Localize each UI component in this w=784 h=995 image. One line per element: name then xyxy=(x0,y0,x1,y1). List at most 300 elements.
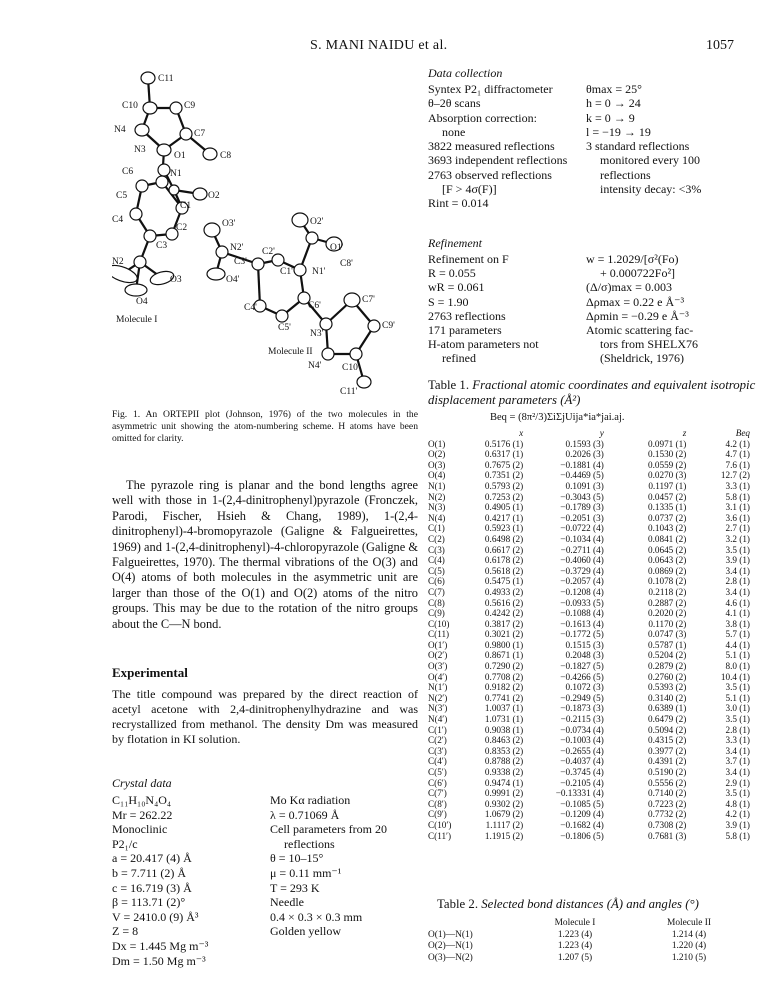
atom-cell: N(2′) xyxy=(428,692,448,703)
value-cell: 0.2879 (2) xyxy=(647,661,687,672)
dc-line: reflections xyxy=(600,167,651,182)
atom-cell: O(1′) xyxy=(428,639,448,650)
table-row xyxy=(428,820,750,831)
atom-label: C10 xyxy=(122,101,138,111)
atom-cell: C(5) xyxy=(428,565,445,576)
value-cell: 3.1 (1) xyxy=(725,502,750,513)
atom-label: C1' xyxy=(280,267,293,277)
rf-line: + 0.000722Fo²] xyxy=(600,266,676,281)
crystal-data-right xyxy=(270,793,420,939)
crystal-line: c = 16.719 (3) Å xyxy=(112,880,192,895)
atom-cell: C(5′) xyxy=(428,767,447,777)
rf-line: R = 0.055 xyxy=(428,266,476,281)
value-cell: 0.7140 (2) xyxy=(647,788,687,799)
value-cell: −0.1208 (4) xyxy=(560,586,604,597)
value-cell: 0.6479 (2) xyxy=(647,714,687,725)
table1-body xyxy=(428,439,750,842)
value-cell: 0.1593 (3) xyxy=(565,438,604,449)
atom-label: C9 xyxy=(184,101,196,111)
value-cell: 0.0971 (1) xyxy=(647,438,687,449)
value-cell: 0.0645 (2) xyxy=(647,544,687,555)
table-row xyxy=(428,735,750,746)
atom-cell: O(4) xyxy=(428,470,446,481)
atom-label: N1 xyxy=(170,169,182,179)
value-cell: 0.3140 (2) xyxy=(647,692,687,703)
value-cell: 0.9991 (2) xyxy=(484,788,524,799)
crystal-line: V = 2410.0 (9) Å³ xyxy=(112,909,199,924)
value-cell: 0.6317 (1) xyxy=(484,449,524,460)
table1 xyxy=(428,428,750,841)
value-cell: 0.2118 (2) xyxy=(648,586,687,597)
rf-line: refined xyxy=(442,351,476,366)
table2 xyxy=(428,918,748,964)
data-collection-left xyxy=(428,82,606,211)
atom-cell: C(7) xyxy=(428,586,445,597)
value-cell: −0.1209 (4) xyxy=(560,809,604,820)
atom-cell: N(2) xyxy=(428,491,446,502)
value-cell: 4.8 (1) xyxy=(725,798,750,809)
atom-label: C7 xyxy=(194,129,206,139)
value-cell: 0.1335 (1) xyxy=(647,502,687,513)
table-header: x xyxy=(519,428,524,438)
rf-line: 2763 reflections xyxy=(428,308,506,323)
value-cell: 0.0841 (2) xyxy=(647,533,687,544)
value-cell: −0.4060 (4) xyxy=(560,555,604,566)
crystal-line: b = 7.711 (2) Å xyxy=(112,865,186,880)
table1-caption xyxy=(428,378,758,408)
table-header: Molecule I xyxy=(554,918,596,928)
atom-label: N1' xyxy=(312,267,326,277)
crystal-line: μ = 0.11 mm⁻¹ xyxy=(270,865,342,880)
value-cell: 4.1 (1) xyxy=(725,608,750,619)
atom-label: O4' xyxy=(226,275,240,285)
value-cell: 0.5475 (1) xyxy=(484,576,524,587)
value-cell: 4.7 (1) xyxy=(725,449,750,460)
value-cell: −0.0933 (5) xyxy=(560,597,604,608)
value-cell: 0.9474 (1) xyxy=(484,777,524,788)
value-cell: 0.8671 (1) xyxy=(484,650,524,661)
atom-cell: O(4′) xyxy=(428,671,448,682)
value-cell: −0.0734 (4) xyxy=(560,724,604,735)
atom-cell: N(3) xyxy=(428,502,446,513)
value-cell: 0.9338 (2) xyxy=(484,767,524,777)
crystal-line: C₁₁H₁₀N₄O₄ xyxy=(112,793,172,807)
atom-label: C9' xyxy=(382,321,395,331)
atom-label: C4' xyxy=(244,303,257,313)
value-cell: 0.7741 (2) xyxy=(484,692,524,703)
value-cell: 0.5094 (2) xyxy=(647,724,687,735)
value-cell: 0.4242 (2) xyxy=(484,608,524,619)
table-row xyxy=(428,555,750,566)
atom-label: C2 xyxy=(176,223,188,233)
value-cell: 0.7308 (2) xyxy=(647,819,687,830)
table-header: Beq xyxy=(735,428,750,438)
value-cell: 0.5923 (1) xyxy=(484,523,524,534)
atom-label: C5 xyxy=(116,191,128,201)
value-cell: 0.7223 (2) xyxy=(647,798,687,809)
atom-label: O1' xyxy=(330,243,344,253)
value-cell: 1.220 (4) xyxy=(671,941,707,951)
crystal-line: a = 20.417 (4) Å xyxy=(112,851,192,866)
atom-cell: C(8) xyxy=(428,597,445,608)
atom-cell: C(2) xyxy=(428,533,445,544)
rf-line: 171 parameters xyxy=(428,323,502,338)
atom-cell: N(4) xyxy=(428,512,446,523)
atom-label: C4 xyxy=(112,215,124,225)
value-cell: 0.0869 (2) xyxy=(647,565,687,576)
crystal-line: Dm = 1.50 Mg m⁻³ xyxy=(112,953,206,968)
value-cell: 3.6 (1) xyxy=(725,512,750,523)
value-cell: −0.1827 (5) xyxy=(560,661,604,672)
value-cell: 0.7253 (2) xyxy=(484,491,524,502)
atom-label: C5' xyxy=(278,323,291,333)
dc-line: 3 standard reflections xyxy=(586,139,690,154)
atom-label: N3 xyxy=(134,145,146,155)
value-cell: 3.4 (1) xyxy=(725,565,750,576)
crystal-line: Needle xyxy=(270,895,304,910)
dc-line: Absorption correction: xyxy=(428,110,537,125)
table-row xyxy=(428,545,750,556)
atom-cell: C(4) xyxy=(428,555,445,566)
value-cell: 3.2 (1) xyxy=(725,533,750,544)
section-heading: Experimental xyxy=(112,665,188,680)
value-cell: 0.2760 (2) xyxy=(647,671,687,682)
table-header xyxy=(428,918,520,930)
atom-cell: C(9′) xyxy=(428,809,447,820)
value-cell: 0.0457 (2) xyxy=(647,491,687,502)
value-cell: −0.4469 (5) xyxy=(560,470,604,481)
atom-cell: N(1) xyxy=(428,480,446,491)
value-cell: 0.5616 (2) xyxy=(484,597,524,608)
value-cell: −0.1881 (4) xyxy=(560,459,604,470)
rf-line: tors from SHELX76 xyxy=(600,337,698,352)
value-cell: 0.5793 (2) xyxy=(484,480,524,491)
value-cell: 0.0270 (3) xyxy=(647,470,687,481)
atom-label: N4' xyxy=(308,361,322,371)
table-row xyxy=(428,930,748,942)
value-cell: −0.2949 (5) xyxy=(560,692,604,703)
value-cell: −0.0722 (4) xyxy=(560,523,604,534)
value-cell: 2.7 (1) xyxy=(725,523,750,534)
table-header: y xyxy=(599,428,604,438)
atom-cell: O(2) xyxy=(428,449,446,460)
value-cell: 0.0747 (3) xyxy=(647,629,687,640)
value-cell: 0.7732 (2) xyxy=(647,809,687,820)
value-cell: 4.4 (1) xyxy=(725,639,750,650)
atom-cell: O(3) xyxy=(428,459,446,470)
atom-label: C11 xyxy=(158,74,174,84)
atom-label: O1 xyxy=(174,151,186,161)
value-cell: 0.7681 (3) xyxy=(647,830,687,841)
value-cell: 0.5393 (2) xyxy=(647,682,687,693)
atom-label: O4 xyxy=(136,297,148,307)
value-cell: 5.8 (1) xyxy=(725,830,750,841)
value-cell: 0.4315 (2) xyxy=(647,735,687,746)
rf-line: wR = 0.061 xyxy=(428,280,485,295)
value-cell: 3.4 (1) xyxy=(725,767,750,777)
value-cell: 1.1915 (2) xyxy=(484,830,524,841)
value-cell: 0.6178 (2) xyxy=(484,555,524,566)
value-cell: −0.2655 (4) xyxy=(560,745,604,756)
table-header: Molecule II xyxy=(667,918,711,928)
atom-cell: N(1′) xyxy=(428,682,448,693)
value-cell: −0.1003 (4) xyxy=(560,735,604,746)
beq-formula: Beq = (8π²/3)ΣiΣjUija*ia*jai.aj. xyxy=(490,412,625,423)
value-cell: 0.4217 (1) xyxy=(484,512,524,523)
atom-label: O3 xyxy=(170,275,182,285)
table-row xyxy=(428,502,750,513)
value-cell: 0.4933 (2) xyxy=(484,586,524,597)
table-row xyxy=(428,941,748,953)
dc-line: none xyxy=(442,124,466,139)
crystal-data-heading: Crystal data xyxy=(112,776,172,790)
bond-cell: O(1)—N(1) xyxy=(428,929,473,940)
table-row xyxy=(428,587,750,598)
dc-line: θ–2θ scans xyxy=(428,96,481,111)
table-row xyxy=(428,513,750,524)
atom-label: C3' xyxy=(234,257,247,267)
table-header: z xyxy=(682,428,687,438)
atom-label: C7' xyxy=(362,295,375,305)
value-cell: 0.5190 (2) xyxy=(647,767,687,777)
value-cell: 0.2026 (3) xyxy=(565,449,604,460)
table-row xyxy=(428,767,750,778)
ortep-plot xyxy=(112,64,418,400)
bond-cell: O(2)—N(1) xyxy=(428,941,473,951)
atom-cell: C(4′) xyxy=(428,756,447,767)
dc-line: 3822 measured reflections xyxy=(428,139,555,154)
table1-title: Fractional atomic coordinates and equivalent isotropic displacement parameters (Å²) xyxy=(428,378,756,407)
table-row xyxy=(428,576,750,587)
value-cell: 0.1091 (3) xyxy=(565,480,604,491)
value-cell: 3.0 (1) xyxy=(725,703,750,714)
value-cell: 0.1170 (2) xyxy=(648,618,687,629)
value-cell: −0.1806 (5) xyxy=(560,830,604,841)
crystal-line: β = 113.71 (2)° xyxy=(112,895,186,910)
atom-label: C6' xyxy=(308,301,321,311)
atom-cell: C(10) xyxy=(428,618,450,629)
value-cell: 2.8 (1) xyxy=(725,724,750,735)
table-row xyxy=(428,788,750,799)
table-row xyxy=(428,682,750,693)
atom-label: N2 xyxy=(112,257,124,267)
atom-cell: O(3′) xyxy=(428,661,448,672)
value-cell: −0.1613 (4) xyxy=(560,618,604,629)
dc-line: Rint = 0.014 xyxy=(428,196,489,211)
rf-line: Refinement on F xyxy=(428,252,509,266)
atom-cell: C(11) xyxy=(428,629,450,640)
value-cell: 3.4 (1) xyxy=(725,745,750,756)
value-cell: 1.0731 (1) xyxy=(484,714,524,725)
atom-cell: O(1) xyxy=(428,438,446,449)
value-cell: −0.3729 (4) xyxy=(560,565,604,576)
ortep-figure xyxy=(112,64,418,400)
value-cell: 0.5204 (2) xyxy=(647,650,687,661)
value-cell: 0.1530 (2) xyxy=(647,449,687,460)
value-cell: 1.210 (5) xyxy=(671,952,707,963)
value-cell: −0.1789 (3) xyxy=(560,502,604,513)
table-row xyxy=(428,809,750,820)
crystal-line: λ = 0.71069 Å xyxy=(270,807,340,822)
atom-cell: C(9) xyxy=(428,608,445,619)
value-cell: 0.8353 (2) xyxy=(484,745,524,756)
value-cell: 10.4 (1) xyxy=(720,671,750,682)
value-cell: 0.0643 (2) xyxy=(647,555,687,566)
table-row xyxy=(428,650,750,661)
value-cell: 0.6389 (1) xyxy=(647,703,687,714)
rf-line: Δρmax = 0.22 e Å⁻³ xyxy=(586,294,685,309)
table-row xyxy=(428,714,750,725)
table-row xyxy=(428,831,750,842)
value-cell: 0.5176 (1) xyxy=(484,438,524,449)
value-cell: 3.4 (1) xyxy=(725,586,750,597)
atom-cell: N(3′) xyxy=(428,703,448,714)
atom-label: N3' xyxy=(310,329,324,339)
atom-label: C2' xyxy=(262,247,275,257)
value-cell: 0.2887 (2) xyxy=(647,597,687,608)
atom-label: N4 xyxy=(114,125,126,135)
value-cell: 0.7708 (2) xyxy=(484,671,524,682)
dc-line: 2763 observed reflections xyxy=(428,167,552,182)
crystal-line: Mr = 262.22 xyxy=(112,807,173,822)
value-cell: 0.3817 (2) xyxy=(484,618,524,629)
table-row xyxy=(428,629,750,640)
value-cell: −0.2105 (4) xyxy=(560,777,604,788)
value-cell: 3.9 (1) xyxy=(725,555,750,566)
value-cell: 0.9800 (1) xyxy=(484,639,524,650)
body-paragraph: The pyrazole ring is planar and the bond lengths agree well with those in 1-(2,4-dinitrophenyl)pyrazole (Fronczek, Parodi, Fischer, Hsieh & Chang, 1989), 1-(2,4-dinitrophenyl)-4-bromopyrazole (Galigne & Falgueirettes, 1969) and 1-(2,4-dinitrophenyl)-4-chloropyrazole (Galigne & Falgueirettes, 1970). The thermal vibrations of the O(3) and O(4) atoms of both molecules in the asymmetric unit are larger than those of the O(1) and O(2) atoms of the nitro groups. This may be due to the rotation of the nitro groups about the C—N bond. xyxy=(112,478,418,631)
table2-number: Table 2. xyxy=(437,897,479,911)
value-cell: 1.207 (5) xyxy=(557,952,593,963)
value-cell: −0.3043 (5) xyxy=(560,491,604,502)
experimental-text: The title compound was prepared by the direct reaction of acetyl acetone with 2,4-dinitrophenylhydrazine and was recrystallized from methanol. The density Dm was measured by flotation in KI solution. xyxy=(112,687,418,746)
atom-label: O2 xyxy=(208,191,220,201)
value-cell: 0.1515 (3) xyxy=(565,639,604,650)
crystal-line: Cell parameters from 20 xyxy=(270,822,387,837)
value-cell: 1.0679 (2) xyxy=(484,809,524,820)
table2-caption xyxy=(437,897,699,912)
table-header-row xyxy=(428,918,748,930)
table-header-row xyxy=(428,428,750,439)
table-row xyxy=(428,756,750,767)
dc-line: monitored every 100 xyxy=(600,153,700,168)
value-cell: 1.0037 (1) xyxy=(484,703,524,714)
table-row xyxy=(428,460,750,471)
value-cell: 0.2048 (3) xyxy=(565,650,604,661)
atom-cell: C(1′) xyxy=(428,724,447,735)
dc-line: intensity decay: <3% xyxy=(600,182,702,197)
value-cell: 3.3 (1) xyxy=(725,735,750,746)
crystal-data-left xyxy=(112,793,272,968)
table-row xyxy=(428,492,750,503)
table-row xyxy=(428,598,750,609)
table-row xyxy=(428,799,750,810)
atom-label: C11' xyxy=(340,387,358,397)
table-header xyxy=(428,428,469,439)
value-cell: 1.223 (4) xyxy=(557,929,593,940)
value-cell: 0.6617 (2) xyxy=(484,544,524,555)
value-cell: 3.5 (1) xyxy=(725,788,750,799)
value-cell: −0.4037 (4) xyxy=(560,756,604,767)
value-cell: 3.7 (1) xyxy=(725,756,750,767)
rf-line: Δρmin = −0.29 e Å⁻³ xyxy=(586,308,689,323)
value-cell: 1.223 (4) xyxy=(557,941,593,951)
atom-cell: N(4′) xyxy=(428,714,448,725)
atom-cell: C(11′) xyxy=(428,830,452,841)
value-cell: −0.2057 (4) xyxy=(560,576,604,587)
value-cell: 0.3977 (2) xyxy=(647,745,687,756)
table-row xyxy=(428,640,750,651)
value-cell: 4.2 (1) xyxy=(725,809,750,820)
atom-label: C8' xyxy=(340,259,353,269)
value-cell: −0.2711 (4) xyxy=(560,544,604,555)
value-cell: 1.1117 (2) xyxy=(485,819,524,830)
atom-cell: C(3′) xyxy=(428,745,447,756)
refinement-heading: Refinement xyxy=(428,236,482,250)
dc-line: Syntex P2₁ diffractometer xyxy=(428,82,553,96)
table-row xyxy=(428,439,750,450)
atom-cell: C(2′) xyxy=(428,735,447,746)
value-cell: −0.1088 (4) xyxy=(560,608,604,619)
table-row xyxy=(428,481,750,492)
atom-label: C8 xyxy=(220,151,232,161)
crystal-line: Mo Kα radiation xyxy=(270,793,351,807)
value-cell: 0.7675 (2) xyxy=(484,459,524,470)
value-cell: −0.1682 (4) xyxy=(560,819,604,830)
dc-line: θmax = 25° xyxy=(586,82,642,96)
rf-line: H-atom parameters not xyxy=(428,337,539,352)
rf-line: (Δ/σ)max = 0.003 xyxy=(586,280,672,295)
value-cell: −0.3745 (4) xyxy=(560,767,604,777)
crystal-line: T = 293 K xyxy=(270,880,320,895)
running-title: S. MANI NAIDU et al. xyxy=(310,38,448,53)
table-row xyxy=(428,725,750,736)
value-cell: 0.7351 (2) xyxy=(484,470,524,481)
value-cell: −0.13331 (4) xyxy=(555,788,604,799)
rf-line: S = 1.90 xyxy=(428,294,469,309)
table-row xyxy=(428,608,750,619)
table-row xyxy=(428,449,750,460)
value-cell: 0.1197 (1) xyxy=(648,480,687,491)
value-cell: 2.8 (1) xyxy=(725,576,750,587)
value-cell: 7.6 (1) xyxy=(725,459,750,470)
table2-title: Selected bond distances (Å) and angles (°) xyxy=(481,897,699,911)
figure-caption: Fig. 1. An ORTEPII plot (Johnson, 1976) of the two molecules in the asymmetric unit showing the atom-numbering scheme. H atoms have been omitted for clarity. xyxy=(112,409,418,444)
value-cell: 5.8 (1) xyxy=(725,491,750,502)
running-header xyxy=(0,38,784,58)
atom-label: C3 xyxy=(156,241,168,251)
value-cell: 3.5 (1) xyxy=(725,682,750,693)
value-cell: 0.9182 (2) xyxy=(484,682,524,693)
value-cell: 1.214 (4) xyxy=(671,929,707,940)
crystal-line: reflections xyxy=(284,836,335,851)
value-cell: 0.1072 (3) xyxy=(565,682,604,693)
table-row xyxy=(428,953,748,965)
value-cell: −0.1034 (4) xyxy=(560,533,604,544)
value-cell: 0.9302 (2) xyxy=(484,798,524,809)
value-cell: 0.5556 (2) xyxy=(647,777,687,788)
page-number: 1057 xyxy=(706,38,734,53)
value-cell: 0.1043 (2) xyxy=(647,523,687,534)
atom-label: C10' xyxy=(342,363,360,373)
atom-label: C1 xyxy=(180,201,192,211)
value-cell: 0.0737 (2) xyxy=(647,512,687,523)
table-row xyxy=(428,566,750,577)
value-cell: 0.4391 (2) xyxy=(647,756,687,767)
value-cell: 0.3021 (2) xyxy=(484,629,524,640)
table-row xyxy=(428,672,750,683)
table1-number: Table 1. xyxy=(428,378,470,392)
